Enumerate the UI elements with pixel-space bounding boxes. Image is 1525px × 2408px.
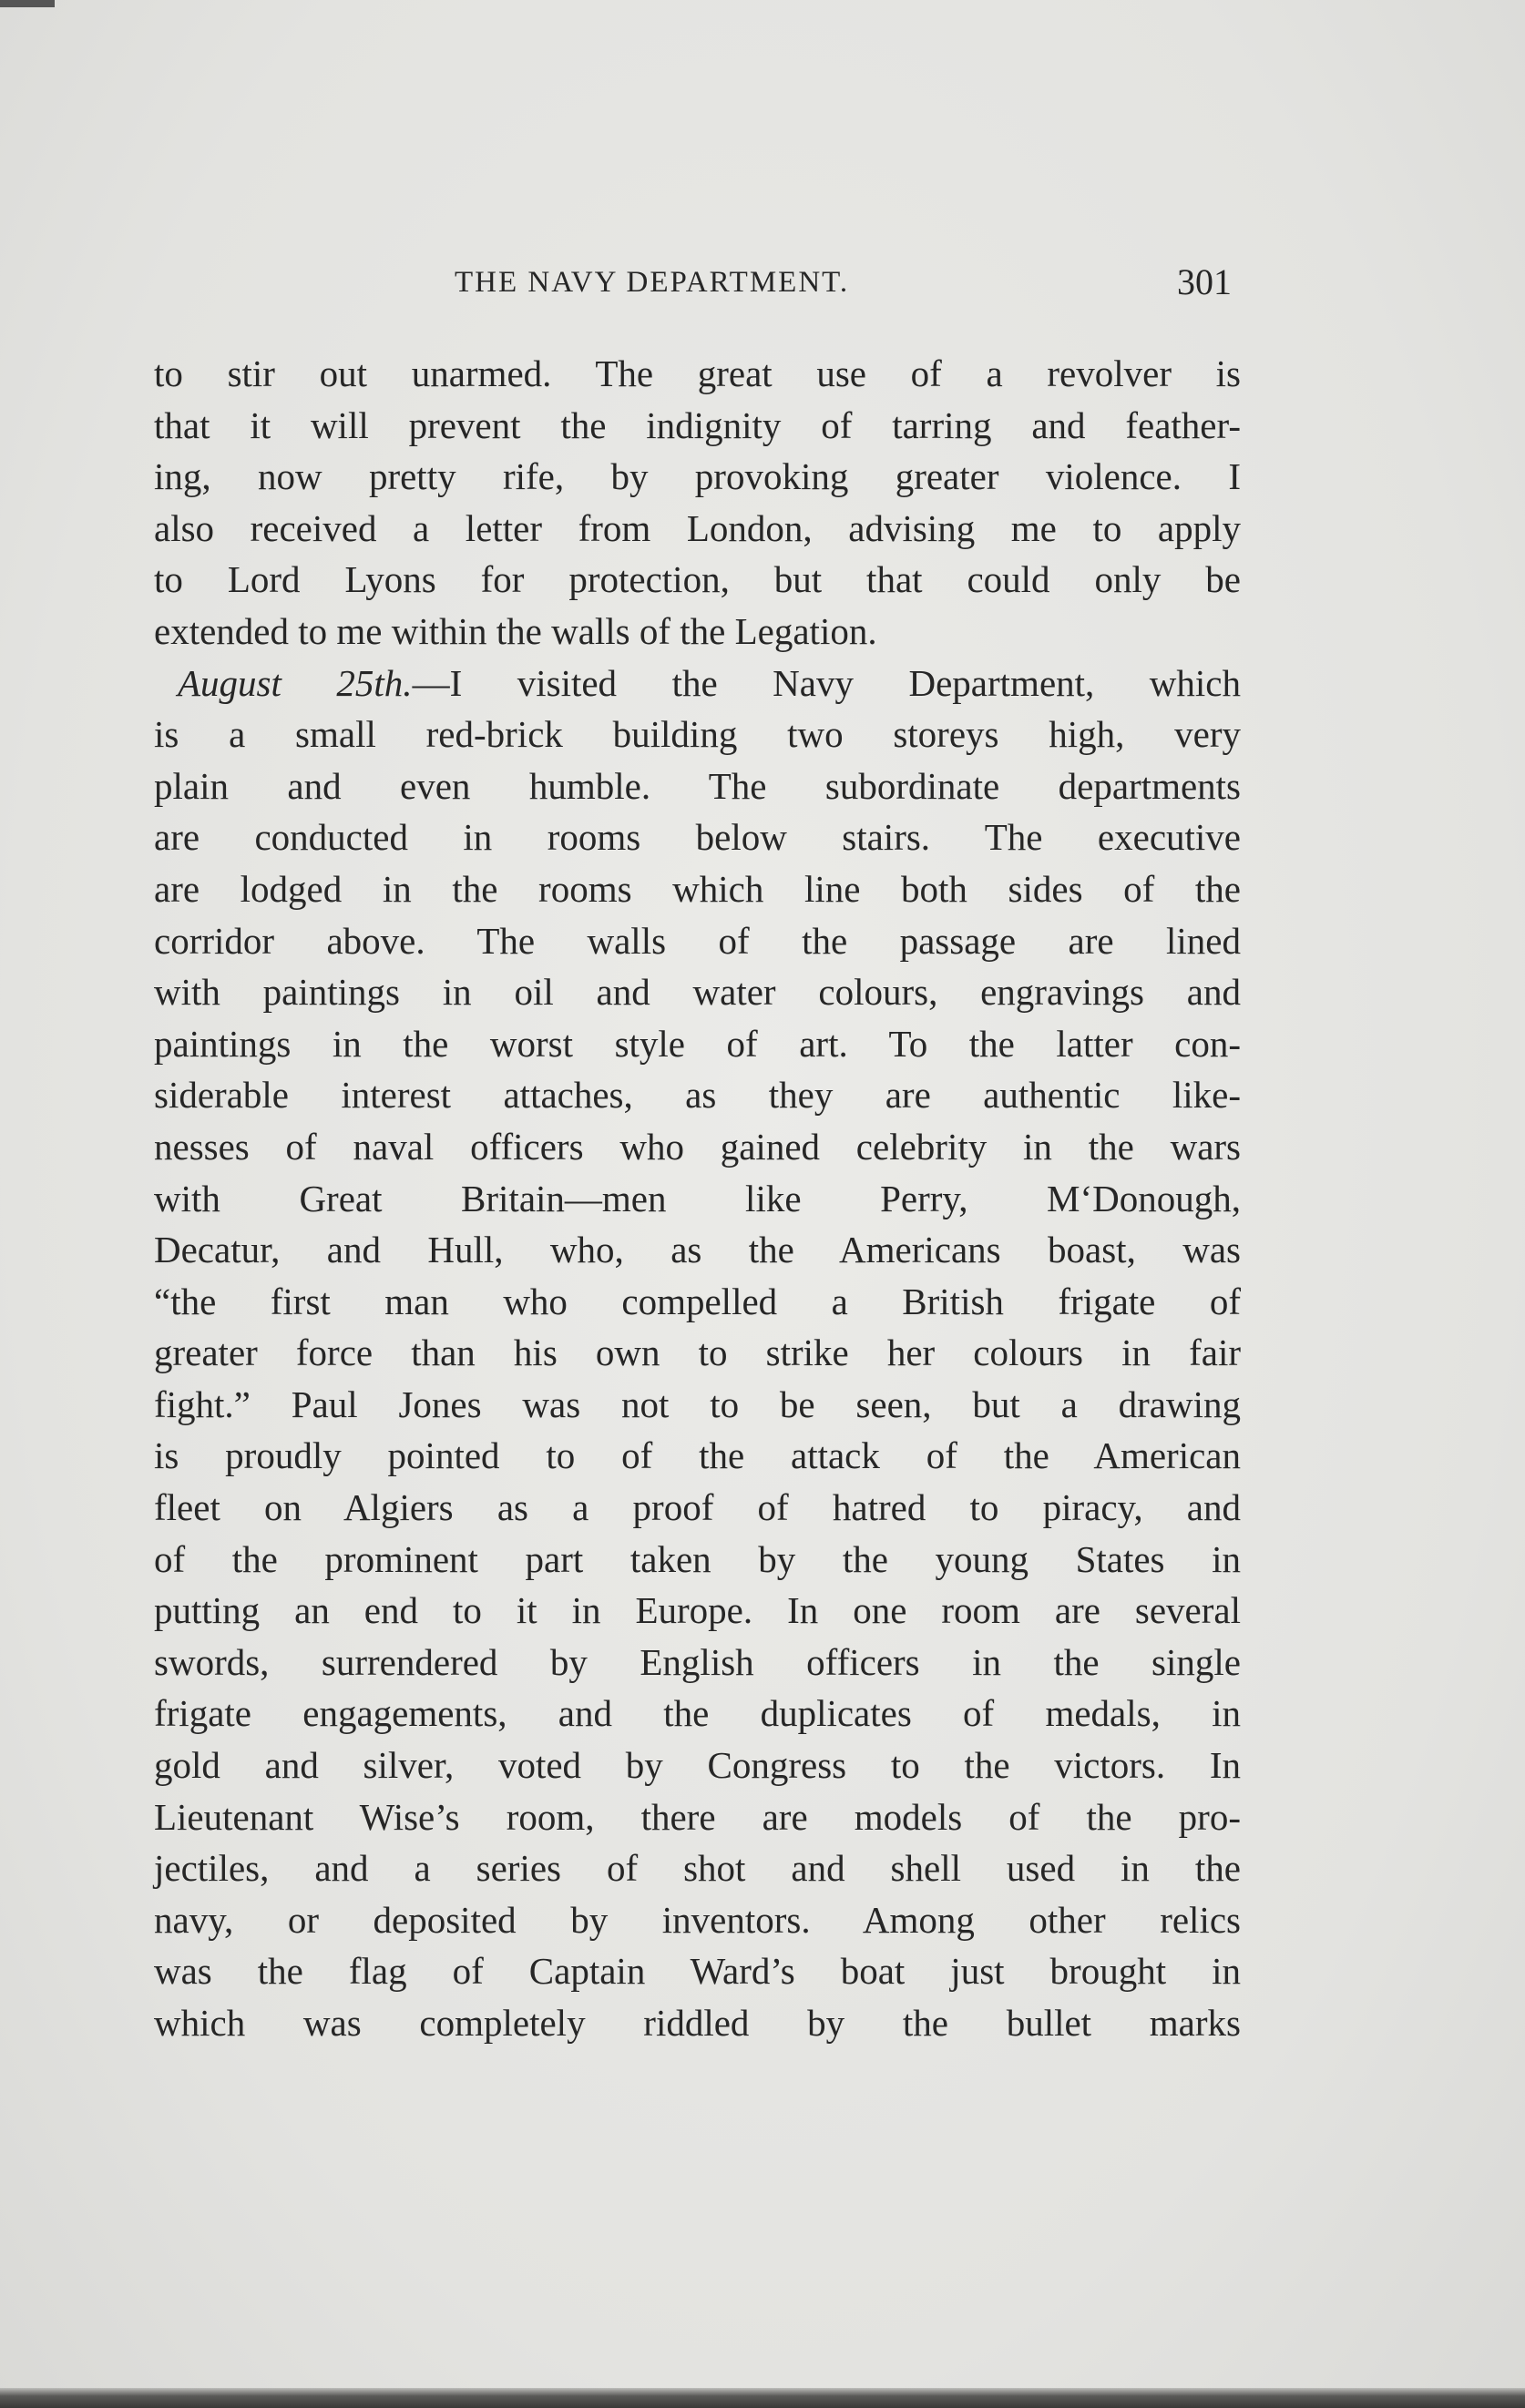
line-text: paintings in the worst style of art. To the latter con- <box>154 1022 1241 1065</box>
text-line <box>154 1842 1241 1894</box>
line-text: frigate engagements, and the duplicates of medals, in <box>154 1692 1241 1735</box>
text-line <box>154 863 1241 915</box>
text-line <box>154 1069 1241 1121</box>
line-text: of the prominent part taken by the young States in <box>154 1537 1241 1580</box>
text-line <box>154 1173 1241 1225</box>
line-text: also received a letter from London, advising me to apply <box>154 506 1241 549</box>
line-text: to Lord Lyons for protection, but that could only be <box>154 558 1241 601</box>
text-line <box>154 811 1241 863</box>
text-line <box>154 503 1241 555</box>
text-line <box>154 709 1241 760</box>
text-line <box>154 658 1241 709</box>
text-line <box>154 966 1241 1018</box>
line-text: nesses of naval officers who gained celebrity in the wars <box>154 1125 1241 1168</box>
text-line <box>154 1018 1241 1070</box>
text-line <box>154 1740 1241 1791</box>
line-text: —I visited the Navy Department, which <box>412 661 1241 704</box>
text-line <box>154 1327 1241 1379</box>
line-text: plain and even humble. The subordinate departments <box>154 764 1241 807</box>
text-line <box>154 1894 1241 1946</box>
text-line <box>154 1534 1241 1586</box>
page-number: 301 <box>1177 261 1232 302</box>
text-line <box>154 606 1241 658</box>
line-text: are conducted in rooms below stairs. The executive <box>154 816 1241 859</box>
text-line <box>154 348 1241 400</box>
line-text: which was completely riddled by the bullet marks <box>154 2002 1241 2044</box>
text-line <box>154 1637 1241 1689</box>
line-text: ing, now pretty rife, by provoking greater violence. I <box>154 455 1241 498</box>
line-text: greater force than his own to strike her colours in fair <box>154 1332 1241 1374</box>
text-line <box>154 1945 1241 1997</box>
text-line <box>154 1224 1241 1276</box>
line-text: Decatur, and Hull, who, as the Americans boast, was <box>154 1229 1241 1271</box>
text-line <box>154 1482 1241 1534</box>
line-text: jectiles, and a series of shot and shell used in the <box>154 1847 1241 1890</box>
line-text: fight.” Paul Jones was not to be seen, but a drawing <box>154 1383 1241 1425</box>
scan-edge-bottom <box>0 2388 1525 2408</box>
date-heading: August 25th. <box>178 661 413 704</box>
text-line <box>154 1121 1241 1173</box>
line-text: corridor above. The walls of the passage are lined <box>154 919 1241 962</box>
line-text: to stir out unarmed. The great use of a revolver is <box>154 352 1241 394</box>
text-line <box>154 915 1241 967</box>
line-text: with paintings in oil and water colours, engravings and <box>154 971 1241 1014</box>
text-line <box>154 1688 1241 1740</box>
line-text: is proudly pointed to of the attack of the American <box>154 1434 1241 1477</box>
body-text <box>154 348 1241 2049</box>
line-text: that it will prevent the indignity of tarring and feather- <box>154 403 1241 446</box>
scan-edge-top <box>0 0 55 7</box>
line-text: navy, or deposited by inventors. Among other relics <box>154 1898 1241 1941</box>
line-text: Lieutenant Wise’s room, there are models of the pro- <box>154 1795 1241 1838</box>
text-line <box>154 400 1241 452</box>
text-line <box>154 1585 1241 1637</box>
text-line <box>154 1379 1241 1431</box>
text-line <box>154 451 1241 503</box>
line-text: swords, surrendered by English officers in the single <box>154 1640 1241 1683</box>
line-text: “the first man who compelled a British frigate of <box>154 1280 1241 1322</box>
line-text: fleet on Algiers as a proof of hatred to piracy, and <box>154 1486 1241 1529</box>
text-line <box>154 554 1241 606</box>
line-text: extended to me within the walls of the Legation. <box>154 609 877 652</box>
line-text: siderable interest attaches, as they are authentic like- <box>154 1074 1241 1117</box>
text-line <box>154 1276 1241 1328</box>
line-text: with Great Britain—men like Perry, M‘Donough, <box>154 1177 1241 1219</box>
line-text: was the flag of Captain Ward’s boat just brought in <box>154 1950 1241 1993</box>
text-line <box>154 1791 1241 1843</box>
line-text: gold and silver, voted by Congress to the victors. In <box>154 1744 1241 1787</box>
line-text: putting an end to it in Europe. In one room are several <box>154 1589 1241 1632</box>
running-title: THE NAVY DEPARTMENT. <box>455 266 850 299</box>
text-line <box>154 1430 1241 1482</box>
running-header <box>154 260 1241 308</box>
line-text: are lodged in the rooms which line both sides of the <box>154 867 1241 910</box>
text-line <box>154 760 1241 812</box>
line-text: is a small red-brick building two storeys high, very <box>154 713 1241 756</box>
text-line <box>154 1997 1241 2049</box>
